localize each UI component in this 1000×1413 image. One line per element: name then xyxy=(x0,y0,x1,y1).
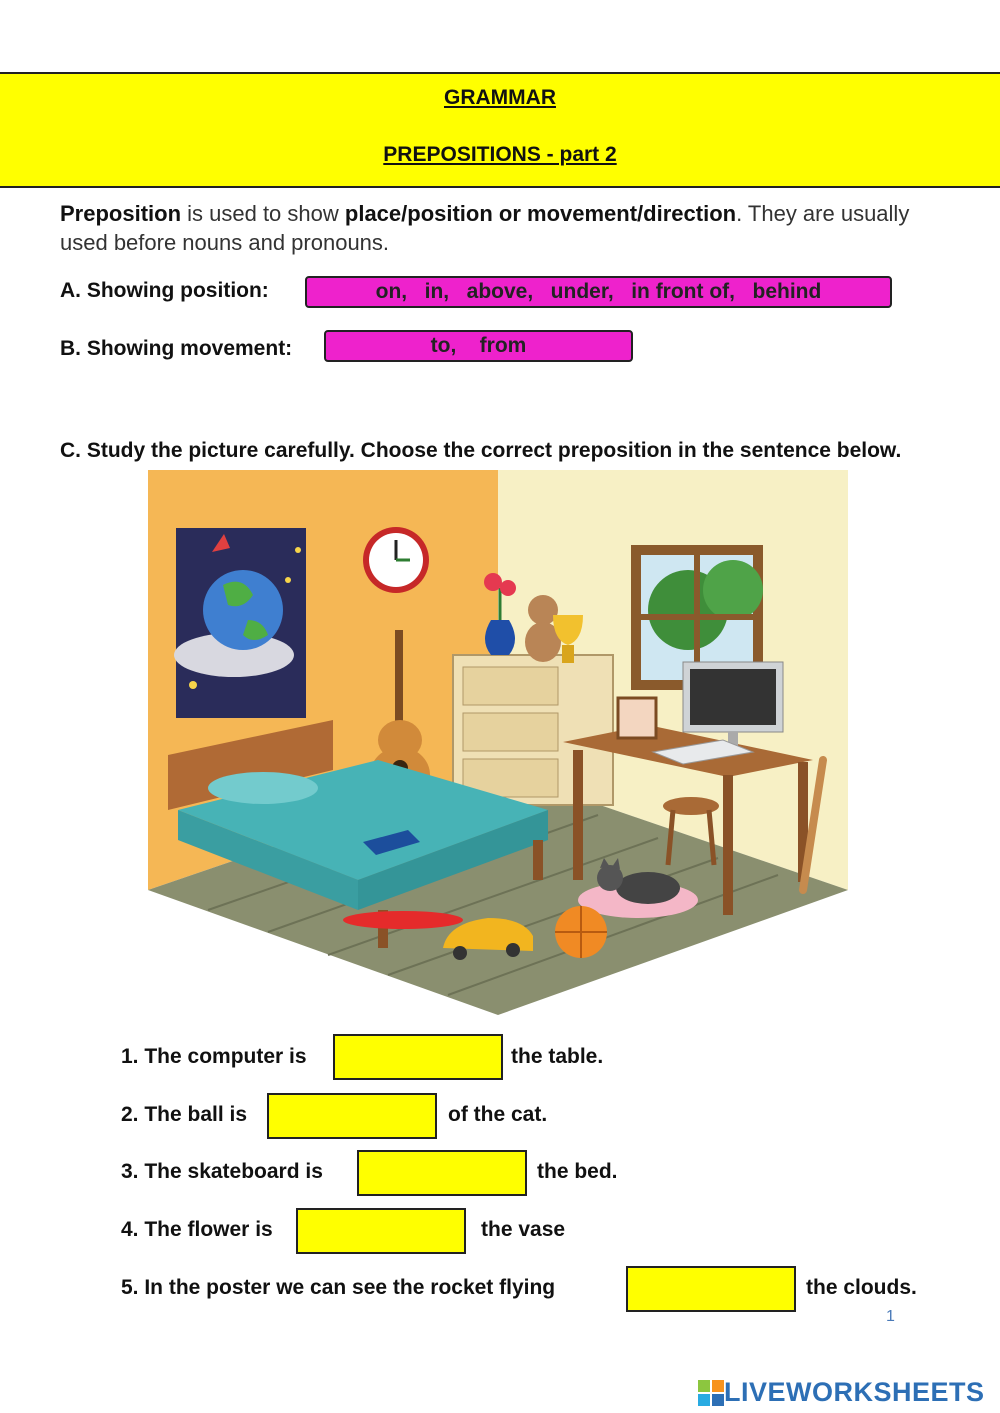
answer-box-4[interactable] xyxy=(296,1208,466,1254)
question-1-before: 1. The computer is xyxy=(121,1045,307,1068)
question-2-before: 2. The ball is xyxy=(121,1103,248,1126)
answer-box-5[interactable] xyxy=(626,1266,796,1312)
brand-name: LIVEWORKSHEETS xyxy=(724,1377,985,1407)
question-3-before: 3. The skateboard is xyxy=(121,1160,323,1183)
section-c-instruction: C. Study the picture carefully. Choose the correct preposition in the sentence below. xyxy=(60,439,902,462)
intro-text-2: . They are usually used before nouns and pronouns. xyxy=(60,201,910,255)
answer-box-1[interactable] xyxy=(333,1034,503,1080)
answer-box-3[interactable] xyxy=(357,1150,527,1196)
position-prepositions-box: on, in, above, under, in front of, behind xyxy=(305,276,892,308)
question-1-after: the table. xyxy=(511,1045,604,1068)
intro-term: Preposition xyxy=(60,201,182,226)
question-5-after: the clouds. xyxy=(806,1276,917,1299)
brand-logo[interactable] xyxy=(698,1377,985,1408)
question-5-before: 5. In the poster we can see the rocket flying xyxy=(121,1276,556,1299)
intro-highlight: place/position or movement/direction xyxy=(344,201,737,226)
section-a-label: A. Showing position: xyxy=(60,279,269,302)
page-title: GRAMMAR xyxy=(444,86,556,109)
bedroom-illustration xyxy=(148,470,848,1015)
space-poster xyxy=(174,528,306,718)
question-2-after: of the cat. xyxy=(448,1103,548,1126)
basketball xyxy=(555,906,607,958)
intro-text-1: is used to show xyxy=(181,201,345,226)
page-number: 1 xyxy=(886,1308,895,1325)
answer-box-2[interactable] xyxy=(267,1093,437,1139)
movement-prepositions-box: to, from xyxy=(324,330,633,362)
intro-paragraph xyxy=(60,199,940,257)
dresser xyxy=(453,655,613,805)
page-subtitle: PREPOSITIONS - part 2 xyxy=(383,143,617,166)
liveworksheets-icon xyxy=(698,1380,724,1406)
question-4-after: the vase xyxy=(481,1218,566,1241)
question-4-before: 4. The flower is xyxy=(121,1218,273,1241)
skateboard xyxy=(343,911,463,929)
picture-frame xyxy=(618,698,656,738)
wall-clock xyxy=(363,527,429,593)
section-b-label: B. Showing movement: xyxy=(60,337,293,360)
question-3-after: the bed. xyxy=(537,1160,618,1183)
